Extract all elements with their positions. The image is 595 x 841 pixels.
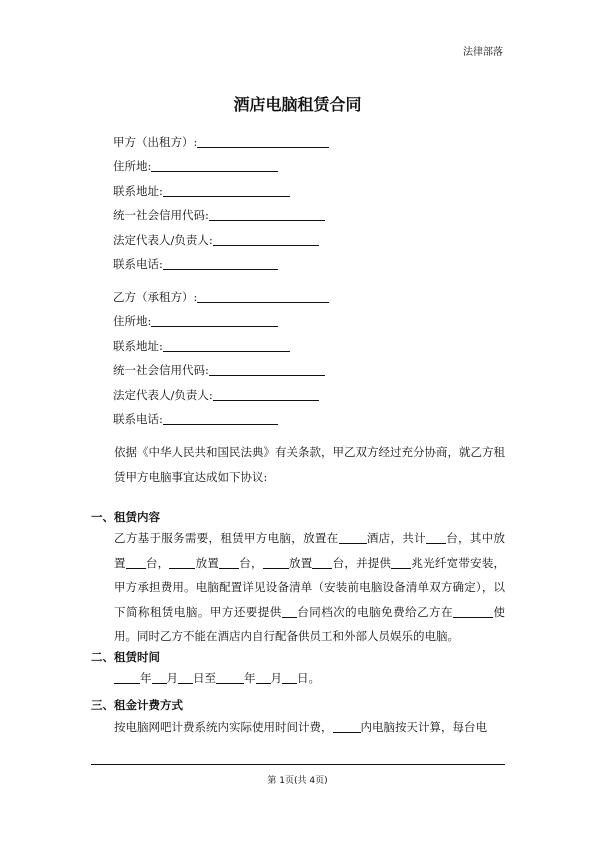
end-year-label: 年 [244,671,256,685]
start-month-blank[interactable] [152,670,167,684]
party-a-contact-address-label: 联系地址: [113,183,163,198]
end-year-blank[interactable] [216,670,244,684]
s1-text-3: 台，其中放置 [114,531,506,570]
party-b-representative-blank[interactable] [213,386,319,401]
party-b-phone-label: 联系电话: [113,411,163,426]
party-a-address-blank[interactable] [151,157,278,172]
party-b-phone-row [113,407,329,431]
party-b-contact-address-label: 联系地址: [113,338,163,353]
extra-count-blank[interactable] [282,604,297,618]
intro-paragraph [91,440,505,489]
s1-text-6: 台， [239,555,263,570]
s3-text-2: 内电脑按天计算，每台电 [360,720,487,734]
s1-text-7: 放置 [288,555,313,570]
end-month-blank[interactable] [256,670,271,684]
document-title: 酒店电脑租赁合同 [233,95,362,114]
party-b-contact-address-row [113,334,329,358]
s1-text-2: 酒店，共计 [366,531,426,545]
s1-text-5: 放置 [195,555,220,570]
party-b-block [113,285,329,431]
party-b-contact-address-blank[interactable] [163,337,290,352]
start-day-label: 日至 [193,671,216,685]
s1-text-8: 台，并提供 [332,555,392,570]
party-b-address-row [113,309,329,333]
s1-text-4: 台， [145,555,170,570]
party-a-name-label: 甲方（出租方）: [113,135,198,149]
rental-period-text [91,666,505,691]
bandwidth-blank[interactable] [391,555,411,569]
party-b-credit-code-label: 统一社会信用代码: [113,363,209,378]
party-a-phone-label: 联系电话: [113,256,163,271]
footer-divider [91,764,505,765]
start-day-blank[interactable] [178,670,193,684]
party-a-contact-address-blank[interactable] [163,182,290,197]
party-a-representative-label: 法定代表人/负责人: [113,232,213,247]
s1-text-11: 使用。同时乙方不能在酒店内自行配备供员工和外部人员娱乐的电脑。 [114,604,506,643]
party-a-credit-code-blank[interactable] [209,206,325,221]
party-a-credit-code-label: 统一社会信用代码: [113,208,209,223]
party-a-phone-blank[interactable] [163,255,278,270]
start-month-label: 月 [166,671,178,685]
party-a-name-row [113,130,329,154]
start-year-blank[interactable] [114,670,140,684]
party-a-contact-address-row [113,179,329,203]
party-a-name-blank[interactable] [197,133,329,148]
section-3-body [91,715,505,740]
location-3-blank[interactable] [263,555,289,569]
party-a-representative-row [113,228,329,252]
billing-text [91,715,505,740]
party-a-credit-code-row [113,203,329,227]
section-1-body [91,526,505,649]
s1-text-9: 兆光纤宽带安装，甲方承担费用。电脑配置详见设备清单（安装前电脑设备清单双方确定），以下简称租赁电脑。甲方还要提供 [114,555,506,619]
intro-text: 依据《中华人民共和国民法典》有关条款，甲乙双方经过充分协商，就乙方租赁甲方电脑事宜达成如下协议: [114,445,505,484]
party-a-phone-row [113,252,329,276]
party-b-address-label: 住所地: [113,314,152,329]
section-1-heading: 一、租赁内容 [91,510,160,524]
count-1-blank[interactable] [126,555,146,569]
party-a-block [113,130,329,276]
section-3-heading: 三、租金计费方式 [91,698,183,712]
section-1-text [91,526,505,649]
s1-text-1: 乙方基于服务需要，租赁甲方电脑，放置在 [114,531,339,545]
party-b-name-blank[interactable] [197,288,329,303]
location-2-blank[interactable] [169,555,195,569]
party-b-representative-row [113,383,329,407]
party-b-name-row [113,285,329,309]
usage-place-blank[interactable] [453,604,493,618]
start-year-label: 年 [140,671,152,685]
end-month-label: 月 [270,671,282,685]
header-brand: 法律部落 [463,47,503,58]
party-b-representative-label: 法定代表人/负责人: [113,387,213,402]
party-a-representative-blank[interactable] [213,231,319,246]
party-a-address-row [113,154,329,178]
section-2-heading: 二、租赁时间 [91,650,160,664]
party-b-name-label: 乙方（承租方）: [113,290,198,304]
count-3-blank[interactable] [312,555,332,569]
party-b-address-blank[interactable] [151,312,278,327]
hotel-name-blank[interactable] [339,530,367,544]
party-b-phone-blank[interactable] [163,410,278,425]
party-b-credit-code-row [113,358,329,382]
section-2-body [91,666,505,691]
page-number: 第 1页(共 4页) [267,776,328,786]
total-count-blank[interactable] [426,530,446,544]
end-day-label: 日。 [297,671,320,685]
end-day-blank[interactable] [282,670,297,684]
billing-period-blank[interactable] [333,719,361,733]
party-b-credit-code-blank[interactable] [209,361,325,376]
count-2-blank[interactable] [219,555,239,569]
party-a-address-label: 住所地: [113,159,152,174]
s1-text-10: 台同档次的电脑免费给乙方在 [296,604,454,619]
s3-text-1: 按电脑网吧计费系统内实际使用时间计费， [114,720,333,734]
